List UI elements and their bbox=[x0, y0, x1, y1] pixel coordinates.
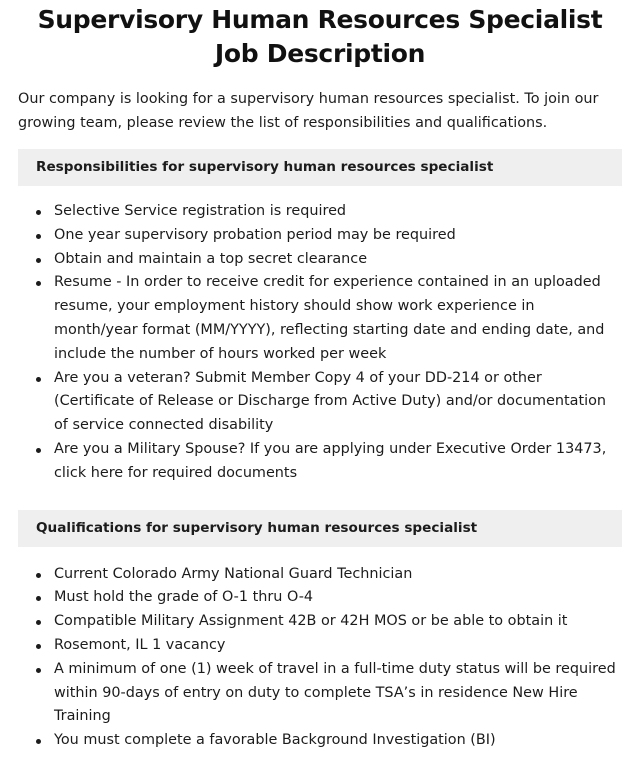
responsibility-text: Selective Service registration is required bbox=[54, 203, 347, 219]
bullet-dot-icon bbox=[36, 644, 41, 649]
qualification-text: A minimum of one (1) week of travel in a full-time duty status will be required within 90-days of entry on duty to complete TSA’s in residence New Hire Training bbox=[54, 660, 616, 725]
page-title: Supervisory Human Resources Specialist Job Description bbox=[37, 5, 603, 68]
responsibility-item bbox=[54, 224, 620, 248]
responsibility-text: One year supervisory probation period may be required bbox=[54, 226, 456, 243]
qualification-text: Compatible Military Assignment 42B or 42H MOS or be able to obtain it bbox=[54, 613, 568, 630]
qualification-item bbox=[54, 563, 620, 587]
responsibility-item bbox=[54, 200, 620, 224]
responsibility-text: Obtain and maintain a top secret clearance bbox=[54, 250, 368, 267]
bullet-dot-icon bbox=[36, 739, 41, 744]
responsibility-item bbox=[54, 438, 620, 486]
responsibility-text: Resume - In order to receive credit for experience contained in an uploaded resume, your employment history should show work experience in month/year format (MM/YYYY), reflecting starting date and ending date, and include the number of hours worked per week bbox=[54, 274, 605, 362]
bullet-dot-icon bbox=[36, 281, 41, 286]
qualification-text: Rosemont, IL 1 vacancy bbox=[54, 636, 226, 653]
responsibilities-list bbox=[0, 200, 640, 486]
qualification-text: Current Colorado Army National Guard Technician bbox=[54, 565, 413, 582]
bullet-dot-icon bbox=[36, 448, 41, 453]
qualification-text: Must hold the grade of O-1 thru O-4 bbox=[54, 589, 314, 606]
responsibilities-heading: Responsibilities for supervisory human resources specialist bbox=[18, 149, 622, 186]
bullet-dot-icon bbox=[36, 620, 41, 625]
bullet-dot-icon bbox=[36, 210, 41, 215]
qualification-item bbox=[54, 634, 620, 658]
qualification-item bbox=[54, 729, 620, 753]
qualification-text: You must complete a favorable Background Investigation (BI) bbox=[54, 732, 496, 749]
bullet-dot-icon bbox=[36, 668, 41, 673]
qualification-item bbox=[54, 586, 620, 610]
responsibility-item bbox=[54, 271, 620, 366]
qualification-item bbox=[54, 610, 620, 634]
bullet-dot-icon bbox=[36, 234, 41, 239]
responsibility-text: Are you a Military Spouse? If you are applying under Executive Order 13473, click here for required documents bbox=[54, 440, 607, 481]
bullet-dot-icon bbox=[36, 573, 41, 578]
bullet-dot-icon bbox=[36, 377, 41, 382]
responsibility-item bbox=[54, 248, 620, 272]
bullet-dot-icon bbox=[36, 596, 41, 601]
qualification-item bbox=[54, 658, 620, 729]
intro-paragraph: Our company is looking for a supervisory human resources specialist. To join our growing team, please review the list of responsibilities and qualifications. bbox=[18, 91, 599, 131]
responsibility-item bbox=[54, 367, 620, 438]
bullet-dot-icon bbox=[36, 258, 41, 263]
responsibility-text: Are you a veteran? Submit Member Copy 4 of your DD-214 or other (Certificate of Release or Discharge from Active Duty) and/or documentation of service connected disability bbox=[54, 369, 607, 434]
qualifications-list bbox=[0, 563, 640, 753]
qualifications-heading: Qualifications for supervisory human resources specialist bbox=[18, 510, 622, 547]
